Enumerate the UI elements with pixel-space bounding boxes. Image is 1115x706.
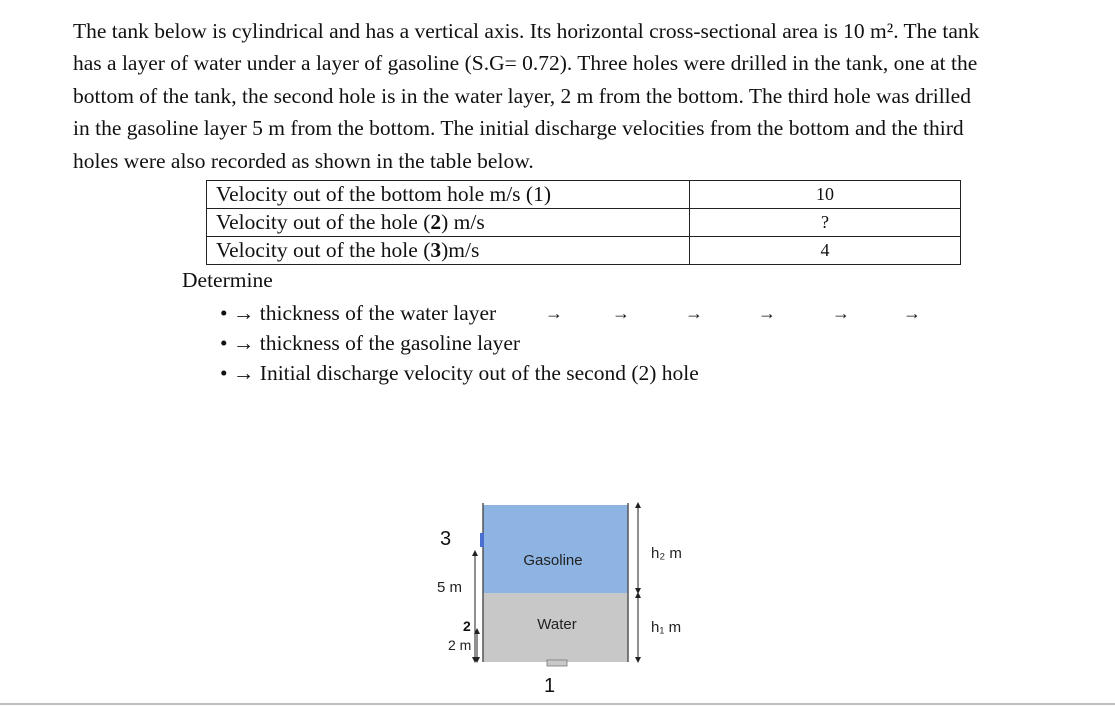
hole-3-marker (480, 533, 484, 547)
hole-2-label: 2 (463, 618, 471, 634)
label-text: Velocity out of the hole ( (216, 210, 431, 234)
dimension-5m-label: 5 m (437, 579, 463, 596)
problem-line-5: holes were also recorded as shown in the table below. (73, 148, 534, 173)
list-item: • → thickness of the gasoline layer (220, 331, 521, 355)
arrow-icon: → (232, 301, 255, 325)
table-cell-value: ? (690, 209, 961, 237)
arrow-icon: → (758, 303, 776, 323)
gasoline-label: Gasoline (523, 552, 583, 569)
list-item-text: thickness of the gasoline layer (259, 331, 521, 355)
list-item: • → thickness of the water layer (220, 301, 497, 325)
problem-statement (73, 15, 1096, 177)
page-divider (0, 703, 1115, 705)
list-item-text: Initial discharge velocity out of the second (2) hole (259, 361, 699, 385)
determine-heading: Determine (182, 268, 273, 292)
velocity-table (206, 180, 961, 265)
arrow-icon: → (685, 303, 703, 323)
dimension-2m-label: 2 m (448, 637, 472, 653)
table-cell-value: 10 (690, 181, 961, 209)
table-cell-label (207, 209, 690, 237)
h1-label: h₁ m (651, 619, 682, 636)
label-text: )m/s (441, 238, 480, 262)
list-item: • → Initial discharge velocity out of the second (2) hole (220, 361, 699, 385)
list-item-text: thickness of the water layer (259, 301, 497, 325)
problem-line-1: The tank below is cylindrical and has a vertical axis. Its horizontal cross-sectional area is 10 m². The tank (73, 19, 980, 43)
table-row (207, 209, 961, 237)
h2-label: h₂ m (651, 545, 682, 562)
arrow-icon: → (232, 361, 255, 385)
table-row (207, 237, 961, 265)
gasoline-layer (483, 505, 628, 593)
tank-diagram (420, 495, 720, 700)
hole-number: 2 (430, 210, 442, 234)
arrow-icon: → (903, 303, 921, 323)
table-cell-value: 4 (690, 237, 961, 265)
hole-number: 3 (430, 238, 442, 262)
arrow-icon: → (832, 303, 850, 323)
hole-1-outlet (547, 660, 567, 666)
problem-line-4: in the gasoline layer 5 m from the bottom. The initial discharge velocities from the bottom and the third (73, 116, 964, 141)
problem-line-2: has a layer of water under a layer of gasoline (S.G= 0.72). Three holes were drilled in the tank, one at the (73, 51, 978, 76)
arrow-icon: → (545, 303, 563, 323)
label-text: ) m/s (441, 210, 485, 234)
arrow-icon: → (232, 331, 255, 355)
table-row (207, 181, 961, 209)
table-cell-label (207, 237, 690, 265)
table-cell-label: Velocity out of the bottom hole m/s (1) (207, 181, 690, 209)
arrow-icon: → (612, 303, 630, 323)
problem-line-3: bottom of the tank, the second hole is in the water layer, 2 m from the bottom. The third hole was drilled (73, 83, 971, 108)
hole-3-label: 3 (440, 528, 452, 550)
label-text: Velocity out of the hole ( (216, 238, 431, 262)
hole-1-label: 1 (544, 675, 556, 697)
water-label: Water (537, 616, 577, 633)
